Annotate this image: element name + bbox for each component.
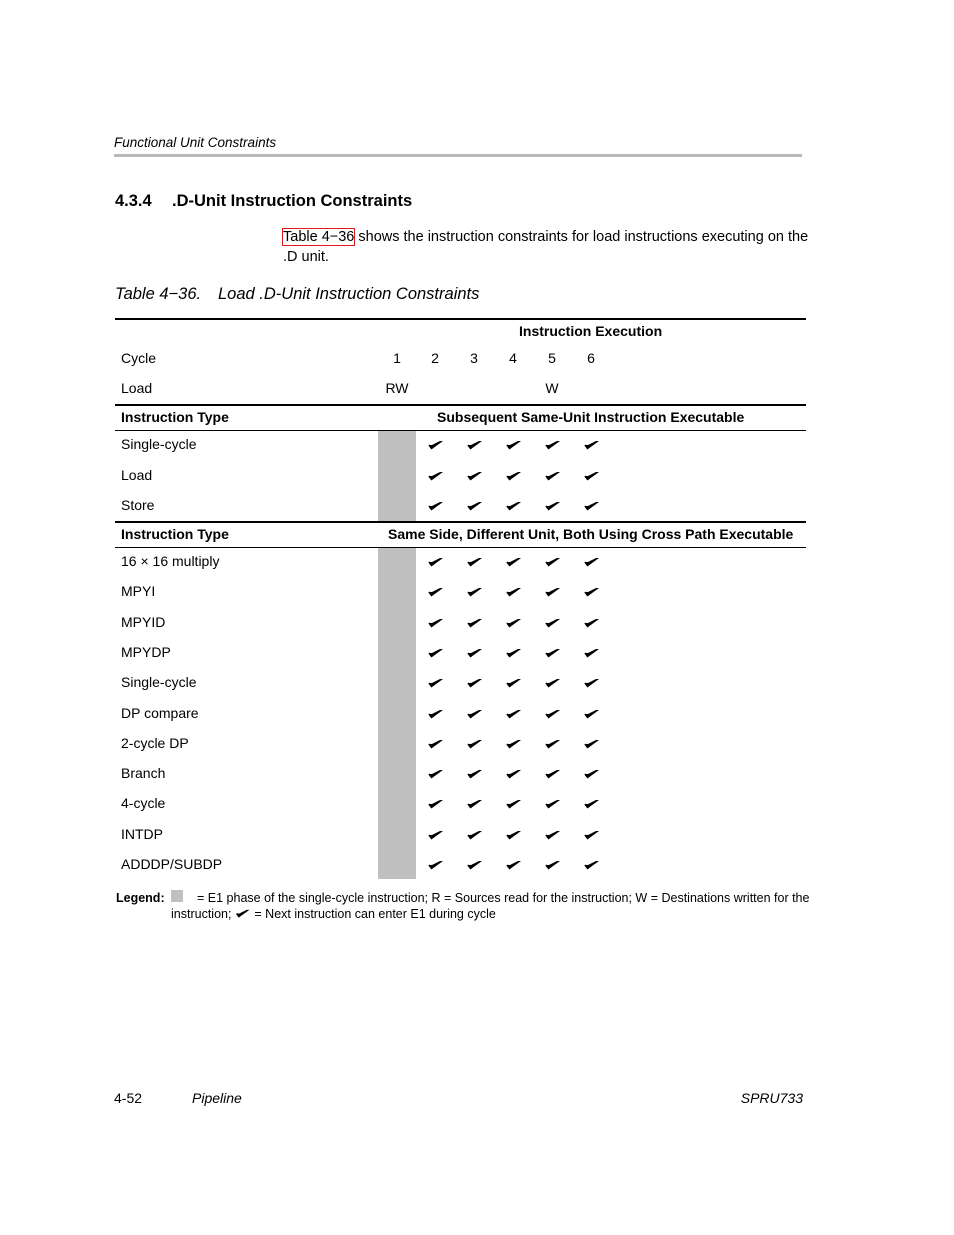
check-mark-icon (584, 556, 600, 568)
group1-row-label: Load (121, 466, 153, 483)
check-mark-icon (428, 586, 444, 598)
check-mark-icon (506, 617, 522, 629)
check-mark-icon (428, 829, 444, 841)
cycle-label: Cycle (121, 350, 157, 366)
group2-row-label: MPYDP (121, 643, 171, 660)
check-mark-icon (584, 439, 600, 451)
section-number: 4.3.4 (115, 192, 152, 210)
check-mark-icon (506, 829, 522, 841)
load-mark: RW (385, 380, 409, 396)
footer-chapter: Pipeline (192, 1090, 242, 1106)
check-mark-icon (467, 586, 483, 598)
check-mark-icon (584, 500, 600, 512)
check-mark-icon (467, 439, 483, 451)
footer-doc-id: SPRU733 (740, 1090, 803, 1106)
check-mark-icon (428, 556, 444, 568)
table-caption-title: Load .D-Unit Instruction Constraints (218, 285, 480, 303)
table-top-rule (115, 318, 806, 320)
check-mark-icon (584, 470, 600, 482)
cycle-number: 5 (548, 350, 556, 366)
check-mark-icon (584, 829, 600, 841)
check-mark-icon (506, 677, 522, 689)
check-mark-icon (584, 647, 600, 659)
section-heading: .D-Unit Instruction Constraints (172, 192, 413, 210)
legend-text (171, 891, 811, 922)
check-mark-icon (584, 617, 600, 629)
execution-header: Instruction Execution (519, 323, 663, 339)
group1-row-label: Single-cycle (121, 436, 197, 452)
check-mark-icon (467, 798, 483, 810)
check-mark-icon (506, 556, 522, 568)
check-mark-icon (235, 908, 251, 919)
check-mark-icon (506, 470, 522, 482)
e1-phase-shade (378, 431, 416, 521)
group2-row-label: Single-cycle (121, 674, 197, 691)
group2-type-header: Instruction Type (121, 526, 229, 542)
group2-row-label: ADDDP/SUBDP (121, 856, 223, 872)
check-mark-icon (506, 647, 522, 659)
check-mark-icon (584, 586, 600, 598)
check-mark-icon (506, 708, 522, 720)
e1-phase-shade (378, 548, 416, 879)
check-mark-icon (584, 677, 600, 689)
check-mark-icon (428, 439, 444, 451)
group2-row-label: DP compare (121, 704, 199, 721)
header-rule (114, 154, 802, 157)
table-caption (115, 285, 479, 304)
group2-row-label: Branch (121, 765, 166, 782)
check-mark-icon (428, 677, 444, 689)
check-mark-icon (467, 829, 483, 841)
running-head: Functional Unit Constraints (114, 135, 277, 150)
check-mark-icon (428, 768, 444, 780)
check-mark-icon (467, 647, 483, 659)
check-mark-icon (584, 798, 600, 810)
check-mark-icon (545, 768, 561, 780)
check-mark-icon (506, 859, 522, 871)
group2-row-label: 4-cycle (121, 795, 166, 812)
check-mark-icon (506, 439, 522, 451)
cycle-number: 2 (431, 350, 439, 366)
check-mark-icon (506, 768, 522, 780)
check-mark-icon (467, 470, 483, 482)
cycle-number: 1 (393, 350, 401, 366)
check-mark-icon (545, 738, 561, 750)
group1-row-label: Store (121, 497, 155, 513)
check-mark-icon (545, 677, 561, 689)
intro-paragraph (283, 227, 809, 267)
group1-type-header: Instruction Type (121, 409, 229, 425)
check-mark-icon (428, 500, 444, 512)
check-mark-icon (584, 768, 600, 780)
check-mark-icon (545, 470, 561, 482)
check-mark-icon (545, 829, 561, 841)
check-mark-icon (506, 798, 522, 810)
check-mark-icon (428, 708, 444, 720)
legend-label: Legend: (116, 891, 165, 905)
page-number: 4-52 (114, 1090, 143, 1106)
legend-text-before: = E1 phase of the single-cycle instruction; R = Sources read for the instruction; W = Destinations written for the instruction; (171, 891, 810, 921)
check-mark-icon (428, 617, 444, 629)
group2-row-label: 16 × 16 multiply (121, 553, 220, 569)
check-mark-icon (545, 647, 561, 659)
group2-column-header: Same Side, Different Unit, Both Using Cross Path Executable (388, 526, 794, 542)
check-mark-icon (545, 500, 561, 512)
check-mark-icon (428, 647, 444, 659)
cycle-number: 4 (509, 350, 517, 366)
check-mark-icon (584, 708, 600, 720)
check-mark-icon (467, 768, 483, 780)
table-xref-link[interactable]: Table 4−36 (283, 229, 355, 245)
check-mark-icon (584, 738, 600, 750)
group2-row-label: 2-cycle DP (121, 734, 189, 751)
cycle-number: 6 (587, 350, 595, 366)
group1-column-header: Subsequent Same-Unit Instruction Executable (437, 409, 745, 425)
check-mark-icon (467, 708, 483, 720)
check-mark-icon (467, 859, 483, 871)
check-mark-icon (545, 798, 561, 810)
check-mark-icon (506, 586, 522, 598)
check-mark-icon (467, 738, 483, 750)
check-mark-icon (545, 859, 561, 871)
group2-row-label: MPYI (121, 583, 156, 600)
group2-row-label: INTDP (121, 825, 163, 842)
check-mark-icon (545, 586, 561, 598)
load-label: Load (121, 380, 153, 396)
group2-header-bottom-rule (115, 547, 806, 548)
group1-header-top-rule (115, 404, 806, 406)
check-mark-icon (545, 439, 561, 451)
check-mark-icon (584, 859, 600, 871)
check-mark-icon (428, 738, 444, 750)
legend-text-after: = Next instruction can enter E1 during cycle (250, 906, 496, 921)
group2-header-top-rule (115, 521, 806, 523)
section-title (115, 192, 412, 211)
check-mark-icon (428, 470, 444, 482)
cycle-number: 3 (470, 350, 478, 366)
check-mark-icon (545, 708, 561, 720)
group2-row-label: MPYID (121, 613, 166, 630)
check-mark-icon (467, 617, 483, 629)
table-caption-number: Table 4−36. (115, 285, 202, 303)
check-mark-icon (467, 500, 483, 512)
check-mark-icon (545, 617, 561, 629)
check-mark-icon (467, 677, 483, 689)
check-mark-icon (428, 859, 444, 871)
load-mark: W (545, 380, 559, 396)
check-mark-icon (545, 556, 561, 568)
check-mark-icon (467, 556, 483, 568)
group1-header-bottom-rule (115, 430, 806, 431)
check-mark-icon (506, 500, 522, 512)
check-mark-icon (506, 738, 522, 750)
intro-text: shows the instruction constraints for load instructions executing on the .D unit. (283, 229, 809, 265)
check-mark-icon (428, 798, 444, 810)
